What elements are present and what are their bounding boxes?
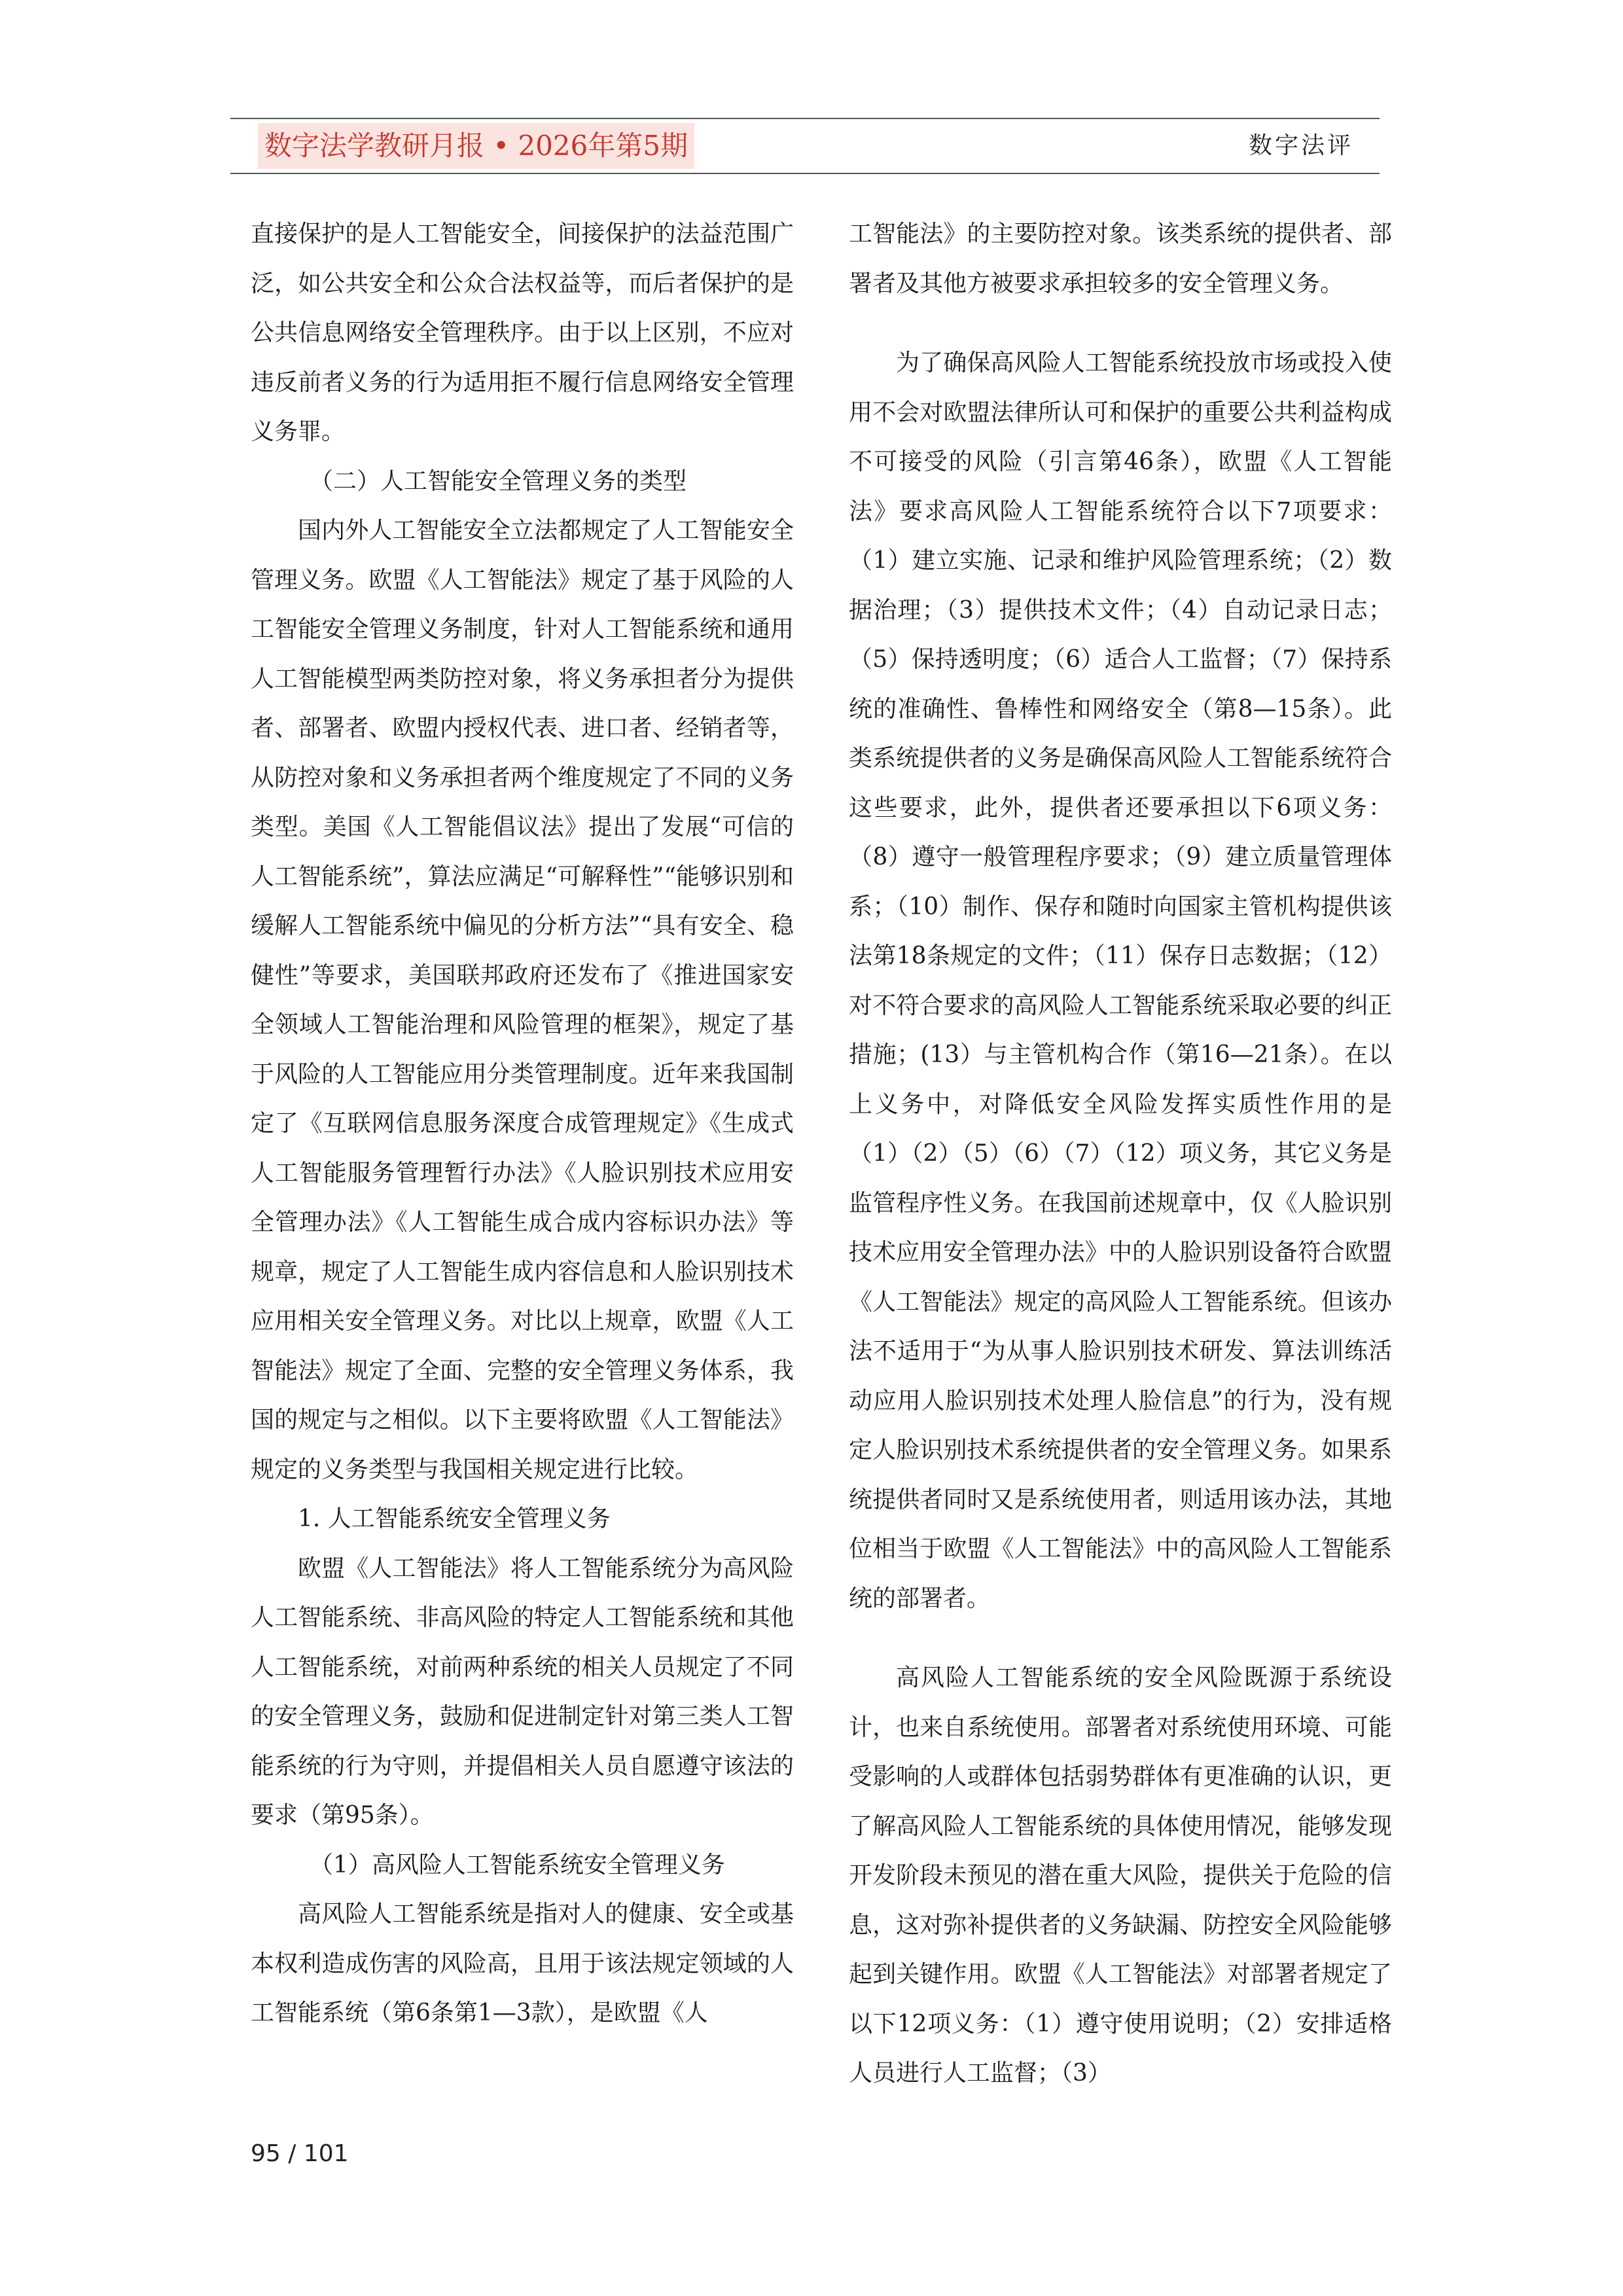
right-column (849, 209, 1392, 2098)
paragraph: 直接保护的是人工智能安全，间接保护的法益范围广泛，如公共安全和公众合法权益等，而后者保护的是公共信息网络安全管理秩序。由于以上区别，不应对违反前者义务的行为适用拒不履行信息网络安全管理义务罪。 (251, 221, 794, 445)
page-number: 95 / 101 (251, 2140, 349, 2167)
paragraph: 高风险人工智能系统的安全风险既源于系统设计，也来自系统使用。部署者对系统使用环境、可能受影响的人或群体包括弱势群体有更准确的认识，更了解高风险人工智能系统的具体使用情况，能够发现开发阶段未预见的潜在重大风险，提供关于危险的信息，这对弥补提供者的义务缺漏、防控安全风险能够起到关键作用。欧盟《人工智能法》对部署者规定了以下12项义务：（1）遵守使用说明；（2）安排适格人员进行人工监督；（3） (849, 1664, 1392, 2087)
left-column (251, 209, 794, 2038)
subsection-heading: （1）高风险人工智能系统安全管理义务 (310, 1851, 725, 1878)
section-name: 数字法评 (1248, 132, 1353, 159)
paragraph: 国内外人工智能安全立法都规定了人工智能安全管理义务。欧盟《人工智能法》规定了基于风险的人工智能安全管理义务制度，针对人工智能系统和通用人工智能模型两类防控对象，将义务承担者分为提供者、部署者、欧盟内授权代表、进口者、经销者等，从防控对象和义务承担者两个维度规定了不同的义务类型。美国《人工智能倡议法》提出了发展“可信的人工智能系统”，算法应满足“可解释性”“能够识别和缓解人工智能系统中偏见的分析方法”“具有安全、稳健性”等要求，美国联邦政府还发布了《推进国家安全领域人工智能治理和风险管理的框架》，规定了基于风险的人工智能应用分类管理制度。近年来我国制定了《互联网信息服务深度合成管理规定》《生成式人工智能服务管理暂行办法》《人脸识别技术应用安全管理办法》《人工智能生成合成内容标识办法》等规章，规定了人工智能生成内容信息和人脸识别技术应用相关安全管理义务。对比以上规章，欧盟《人工智能法》规定了全面、完整的安全管理义务体系，我国的规定与之相似。以下主要将欧盟《人工智能法》规定的义务类型与我国相关规定进行比较。 (251, 517, 794, 1483)
header-bottom-rule (230, 173, 1380, 174)
paragraph: 工智能法》的主要防控对象。该类系统的提供者、部署者及其他方被要求承担较多的安全管理义务。 (849, 221, 1392, 297)
paragraph: 为了确保高风险人工智能系统投放市场或投入使用不会对欧盟法律所认可和保护的重要公共利益构成不可接受的风险（引言第46条），欧盟《人工智能法》要求高风险人工智能系统符合以下7项要求：（1）建立实施、记录和维护风险管理系统；（2）数据治理；（3）提供技术文件；（4）自动记录日志；（5）保持透明度；（6）适合人工监督；（7）保持系统的准确性、鲁棒性和网络安全（第8—15条）。此类系统提供者的义务是确保高风险人工智能系统符合这些要求，此外，提供者还要承担以下6项义务：（8）遵守一般管理程序要求；（9）建立质量管理体系；（10）制作、保存和随时向国家主管机构提供该法第18条规定的文件；（11）保存日志数据；（12）对不符合要求的高风险人工智能系统采取必要的纠正措施；(13）与主管机构合作（第16—21条）。在以上义务中，对降低安全风险发挥实质性作用的是（1）（2）（5）（6）（7）（12）项义务，其它义务是监管程序性义务。在我国前述规章中，仅《人脸识别技术应用安全管理办法》中的人脸识别设备符合欧盟《人工智能法》规定的高风险人工智能系统。但该办法不适用于“为从事人脸识别技术研发、算法训练活动应用人脸识别技术处理人脸信息”的行为，没有规定人脸识别技术系统提供者的安全管理义务。如果系统提供者同时又是系统使用者，则适用该办法，其地位相当于欧盟《人工智能法》中的高风险人工智能系统的部署者。 (849, 350, 1392, 1612)
section-heading: （二）人工智能安全管理义务的类型 (310, 467, 687, 495)
header-top-rule (230, 118, 1380, 119)
journal-title: 数字法学教研月报 • 2026年第5期 (258, 123, 694, 169)
paragraph: 高风险人工智能系统是指对人的健康、安全或基本权利造成伤害的风险高，且用于该法规定领域的人工智能系统（第6条第1—3款），是欧盟《人 (251, 1901, 794, 2026)
paragraph: 欧盟《人工智能法》将人工智能系统分为高风险人工智能系统、非高风险的特定人工智能系统和其他人工智能系统，对前两种系统的相关人员规定了不同的安全管理义务，鼓励和促进制定针对第三类人工智能系统的行为守则，并提倡相关人员自愿遵守该法的要求（第95条）。 (251, 1554, 794, 1829)
subsection-heading: 1. 人工智能系统安全管理义务 (298, 1505, 611, 1532)
